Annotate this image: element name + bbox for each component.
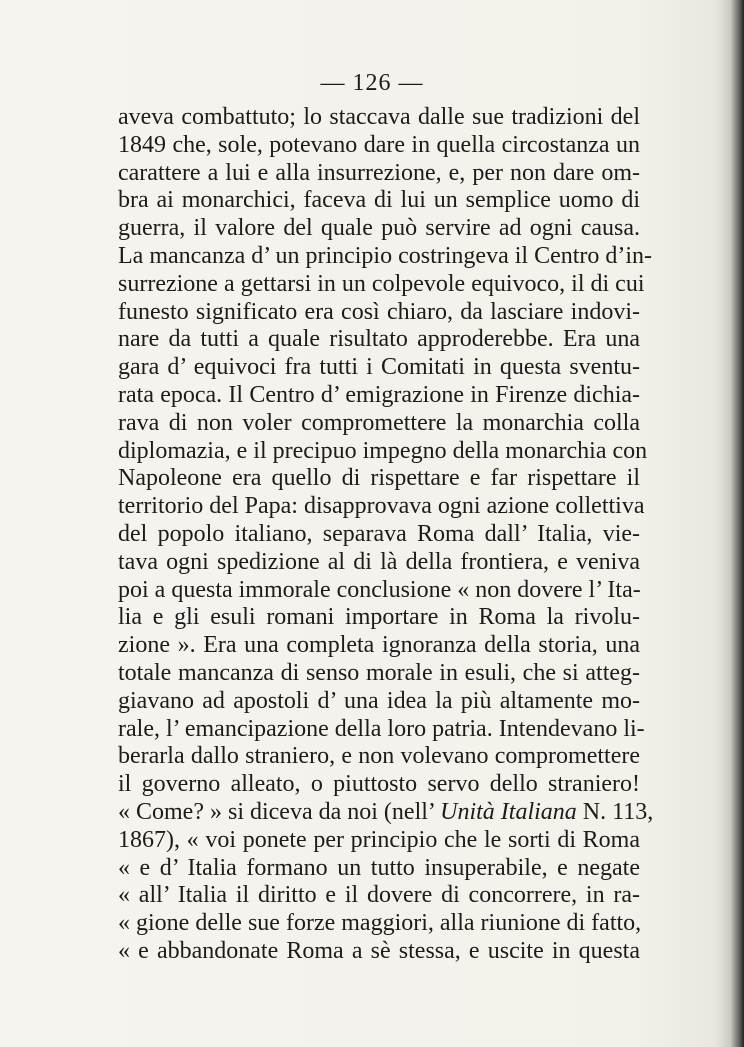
body-text bbox=[118, 104, 654, 966]
text-line-9: nare da tutti a quale risultato approderebbe. Era una bbox=[118, 326, 640, 353]
text-line-24: berarla dallo straniero, e non volevano compromettere bbox=[118, 743, 640, 770]
text-line-1: aveva combattuto; lo staccava dalle sue tradizioni del bbox=[118, 104, 640, 130]
text-line-20: zione ». Era una completa ignoranza della storia, una bbox=[118, 632, 640, 659]
text-line-3: carattere a lui e alla insurrezione, e, per non dare om- bbox=[118, 159, 640, 186]
text-line-25: il governo alleato, o piuttosto servo dello straniero! bbox=[118, 771, 640, 798]
page-number: — 126 — bbox=[320, 70, 424, 96]
text-line-18: poi a questa immorale conclusione « non dovere l’ Ita- bbox=[118, 576, 641, 603]
text-line-23: rale, l’ emancipazione della loro patria. Intendevano li- bbox=[118, 715, 645, 742]
text-line-26-start: « Come? » si diceva da noi (nell’ bbox=[118, 798, 435, 825]
text-line-29: « all’ Italia il diritto e il dovere di concorrere, in ra- bbox=[118, 882, 640, 909]
journal-issue: N. 113, bbox=[582, 798, 654, 825]
page-edge-shadow bbox=[714, 0, 744, 1047]
text-line-7: surrezione a gettarsi in un colpevole equivoco, il di cui bbox=[118, 270, 645, 297]
text-line-14: Napoleone era quello di rispettare e far rispettare il bbox=[118, 465, 640, 492]
text-line-26 bbox=[118, 798, 654, 827]
text-line-12: rava di non voler compromettere la monarchia colla bbox=[118, 409, 640, 436]
text-line-10: gara d’ equivoci fra tutti i Comitati in questa sventu- bbox=[118, 354, 640, 381]
text-line-17: tava ogni spedizione al di là della frontiera, e veniva bbox=[118, 548, 640, 575]
text-line-19: lia e gli esuli romani importare in Roma la rivolu- bbox=[118, 604, 640, 631]
text-line-30: « gione delle sue forze maggiori, alla riunione di fatto, bbox=[118, 910, 642, 937]
text-line-28: « e d’ Italia formano un tutto insuperabile, e negate bbox=[118, 854, 640, 881]
text-line-27: 1867), « voi ponete per principio che le sorti di Roma bbox=[118, 826, 640, 853]
text-line-6: La mancanza d’ un principio costringeva il Centro d’in- bbox=[118, 242, 653, 269]
text-line-4: bra ai monarchici, faceva di lui un semplice uomo di bbox=[118, 187, 640, 214]
text-line-11: rata epoca. Il Centro d’ emigrazione in Firenze dichia- bbox=[118, 381, 640, 408]
text-line-31: « e abbandonate Roma a sè stessa, e uscite in questa bbox=[118, 937, 640, 964]
text-line-15: territorio del Papa: disapprovava ogni azione collettiva bbox=[118, 493, 645, 520]
text-line-16: del popolo italiano, separava Roma dall’ Italia, vie- bbox=[118, 520, 640, 547]
text-line-22: giavano ad apostoli d’ una idea la più altamente mo- bbox=[118, 687, 640, 714]
text-line-2: 1849 che, sole, potevano dare in quella circostanza un bbox=[118, 131, 640, 158]
text-line-5: guerra, il valore del quale può servire ad ogni causa. bbox=[118, 215, 640, 242]
journal-title: Unità Italiana bbox=[440, 798, 577, 825]
text-line-21: totale mancanza di senso morale in esuli, che si atteg- bbox=[118, 659, 640, 686]
text-line-8: funesto significato era così chiaro, da lasciare indovi- bbox=[118, 298, 640, 325]
text-line-13: diplomazia, e il precipuo impegno della monarchia con bbox=[118, 437, 648, 464]
